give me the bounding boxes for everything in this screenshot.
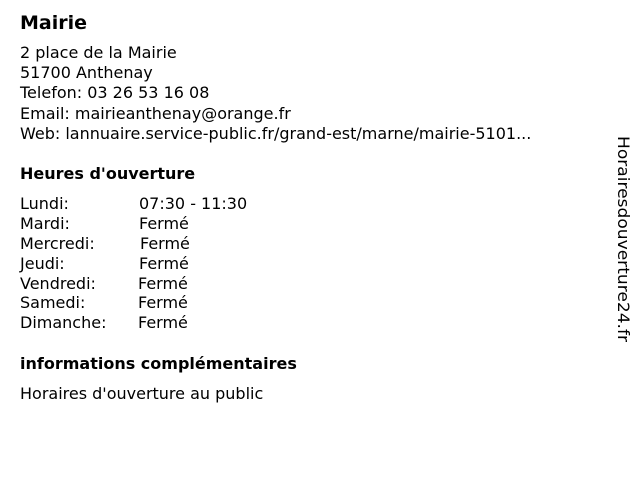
day-label: Dimanche:	[20, 313, 107, 333]
hours-value: Fermé	[138, 273, 188, 293]
additional-info-heading: informations complémentaires	[20, 354, 297, 373]
hours-value: Fermé	[140, 233, 190, 253]
phone-number: Telefon: 03 26 53 16 08	[20, 83, 210, 103]
day-label: Mercredi:	[20, 233, 95, 253]
additional-info-text: Horaires d'ouverture au public	[20, 384, 264, 403]
page-title: Mairie	[20, 12, 88, 34]
day-label: Lundi:	[20, 194, 69, 213]
opening-hours-heading: Heures d'ouverture	[20, 164, 196, 183]
hours-value: Fermé	[139, 253, 189, 273]
day-label: Mardi:	[20, 213, 70, 233]
address-block	[20, 43, 531, 144]
day-label: Samedi:	[20, 293, 86, 313]
city-address: 51700 Anthenay	[20, 63, 153, 83]
hours-value: Fermé	[139, 213, 189, 233]
email-address: Email: mairieanthenay@orange.fr	[20, 103, 291, 123]
day-label: Jeudi:	[20, 253, 65, 273]
hours-value: Fermé	[138, 293, 188, 313]
hours-value: Fermé	[138, 313, 188, 333]
watermark-text: Horairesdouverture24.fr	[614, 136, 633, 330]
street-address: 2 place de la Mairie	[20, 43, 177, 62]
hours-value: 07:30 - 11:30	[139, 194, 248, 213]
day-label: Vendredi:	[20, 273, 96, 293]
website-link[interactable]: Web: lannuaire.service-public.fr/grand-est/marne/mairie-5101...	[20, 123, 532, 143]
site-watermark	[612, 136, 634, 342]
